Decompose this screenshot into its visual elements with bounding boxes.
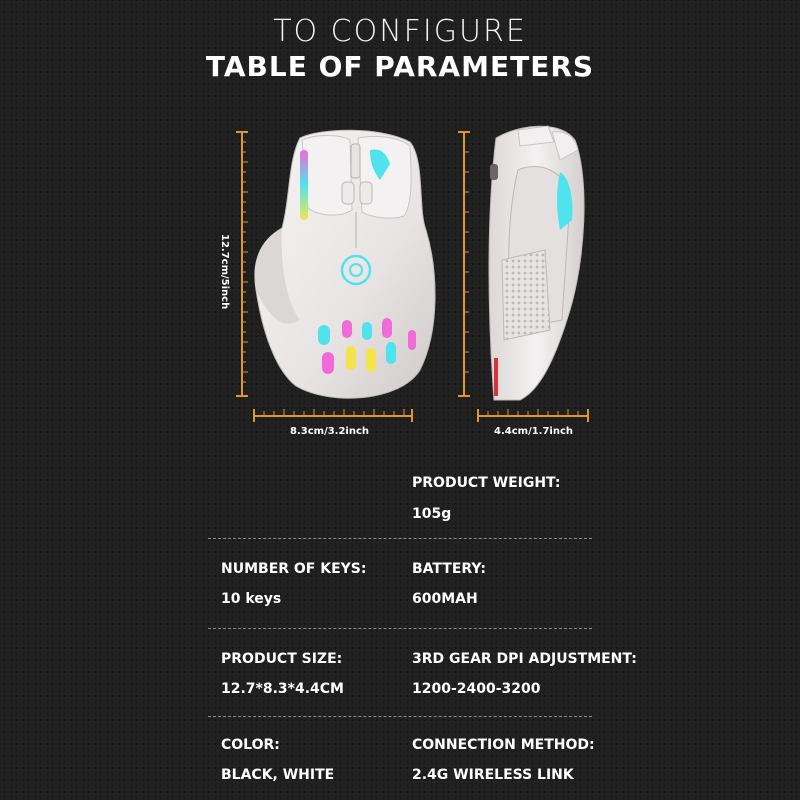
connection-label: CONNECTION METHOD: [412, 737, 595, 753]
mouse-side-view [489, 126, 584, 400]
title-to-configure: TO CONFIGURE [273, 14, 527, 49]
mouse-top-view [254, 130, 435, 398]
divider [208, 538, 592, 539]
side-vertical-ruler [458, 132, 470, 396]
divider [208, 716, 592, 717]
connection-value: 2.4G WIRELESS LINK [412, 767, 574, 783]
battery-value: 600MAH [412, 591, 478, 607]
width-dimension-label: 8.3cm/3.2inch [290, 426, 370, 437]
dpi-label: 3RD GEAR DPI ADJUSTMENT: [412, 651, 637, 667]
height-dimension-label: 12.7cm/5inch [219, 234, 230, 310]
weight-value: 105g [412, 506, 452, 522]
depth-ruler [478, 409, 588, 422]
weight-label: PRODUCT WEIGHT: [412, 475, 561, 491]
keys-value: 10 keys [221, 591, 282, 607]
divider [208, 628, 592, 629]
product-dimension-figure [0, 120, 800, 450]
vertical-ruler [236, 132, 248, 396]
keys-label: NUMBER OF KEYS: [221, 561, 367, 577]
title-table-of-parameters: TABLE OF PARAMETERS [205, 50, 595, 83]
depth-dimension-label: 4.4cm/1.7inch [494, 426, 574, 437]
dpi-value: 1200-2400-3200 [412, 681, 541, 697]
width-ruler [254, 409, 412, 422]
size-label: PRODUCT SIZE: [221, 651, 343, 667]
mouse-illustrations [0, 120, 800, 450]
color-label: COLOR: [221, 737, 280, 753]
size-value: 12.7*8.3*4.4CM [221, 681, 344, 697]
battery-label: BATTERY: [412, 561, 486, 577]
color-value: BLACK, WHITE [221, 767, 335, 783]
